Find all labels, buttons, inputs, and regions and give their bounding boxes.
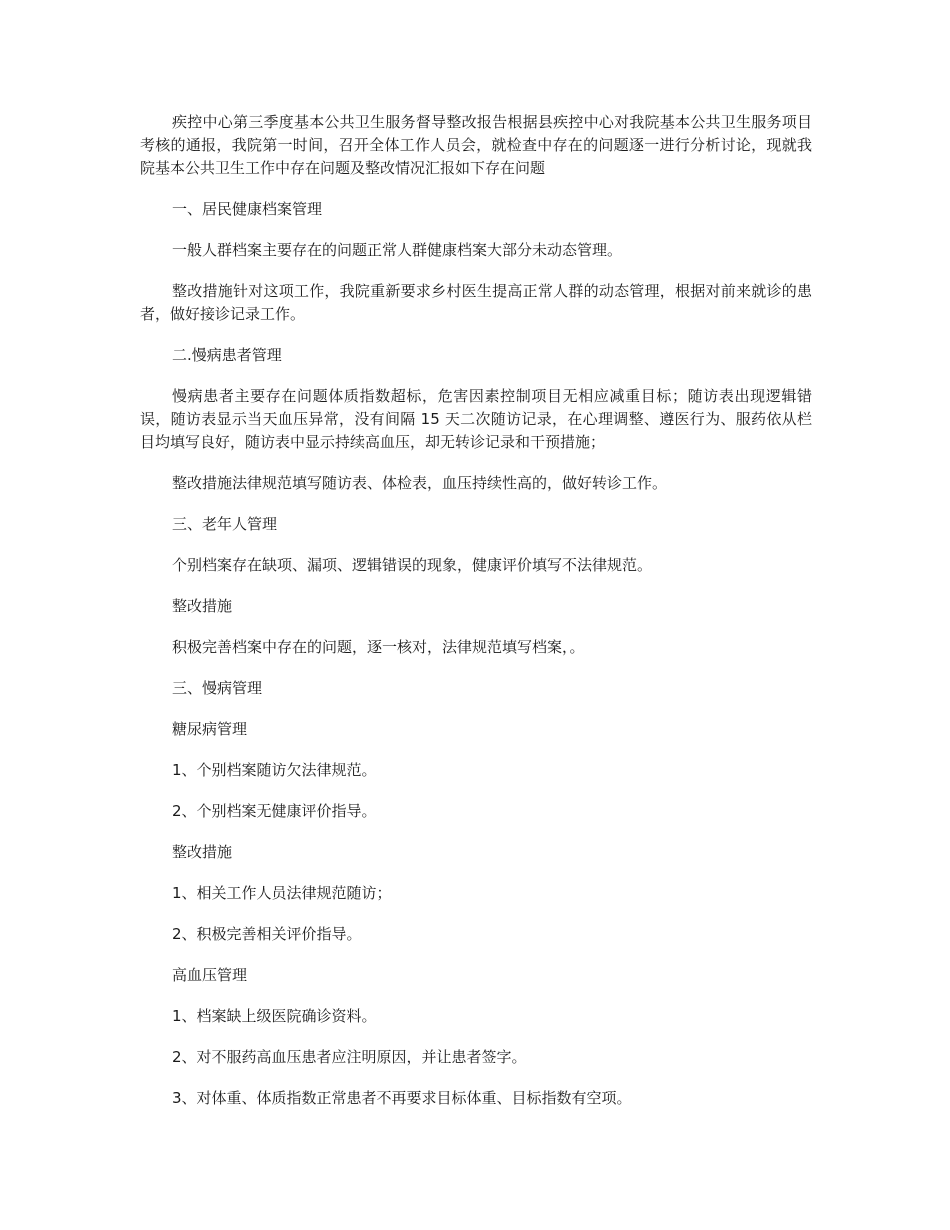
list-item: 1、个别档案随访欠法律规范。 <box>172 761 377 779</box>
paragraph: 整改措施针对这项工作，我院重新要求乡村医生提高正常人群的动态管理，根据对前来就诊的患者，做好接诊记录工作。 <box>140 282 812 323</box>
paragraph: 慢病患者主要存在问题体质指数超标，危害因素控制项目无相应减重目标；随访表出现逻辑错误，随访表显示当天血压异常，没有间隔 15 天二次随访记录，在心理调整、遵医行为、服药依从栏目均填写良好，随访表中显示持续高血压，却无转诊记录和干预措施； <box>140 387 812 451</box>
list-item: 3、对体重、体质指数正常患者不再要求目标体重、目标指数有空项。 <box>172 1089 632 1107</box>
subheading: 整改措施 <box>172 843 233 861</box>
section-heading: 三、慢病管理 <box>172 679 263 697</box>
section-heading: 三、老年人管理 <box>172 515 278 533</box>
list-item: 2、积极完善相关评价指导。 <box>172 925 362 943</box>
section-heading: 一、居民健康档案管理 <box>172 200 323 218</box>
section-heading: 二.慢病患者管理 <box>172 346 282 364</box>
subheading: 整改措施 <box>172 597 233 615</box>
paragraph-intro: 疾控中心第三季度基本公共卫生服务督导整改报告根据县疾控中心对我院基本公共卫生服务项目考核的通报，我院第一时间，召开全体工作人员会，就检查中存在的问题逐一进行分析讨论，现就我院基本公共卫生工作中存在问题及整改情况汇报如下存在问题 <box>140 113 812 177</box>
paragraph: 积极完善档案中存在的问题，逐一核对，法律规范填写档案，。 <box>172 638 585 656</box>
paragraph: 整改措施法律规范填写随访表、体检表，血压持续性高的，做好转诊工作。 <box>172 474 668 492</box>
list-item: 1、相关工作人员法律规范随访； <box>172 884 392 902</box>
subheading: 高血压管理 <box>172 966 248 984</box>
paragraph: 一般人群档案主要存在的问题正常人群健康档案大部分未动态管理。 <box>172 241 623 259</box>
paragraph: 个别档案存在缺项、漏项、逻辑错误的现象，健康评价填写不法律规范。 <box>172 556 653 574</box>
subheading: 糖尿病管理 <box>172 720 248 738</box>
list-item: 2、个别档案无健康评价指导。 <box>172 802 377 820</box>
list-item: 2、对不服药高血压患者应注明原因，并让患者签字。 <box>172 1048 527 1066</box>
document-body <box>140 111 812 1128</box>
list-item: 1、档案缺上级医院确诊资料。 <box>172 1007 377 1025</box>
